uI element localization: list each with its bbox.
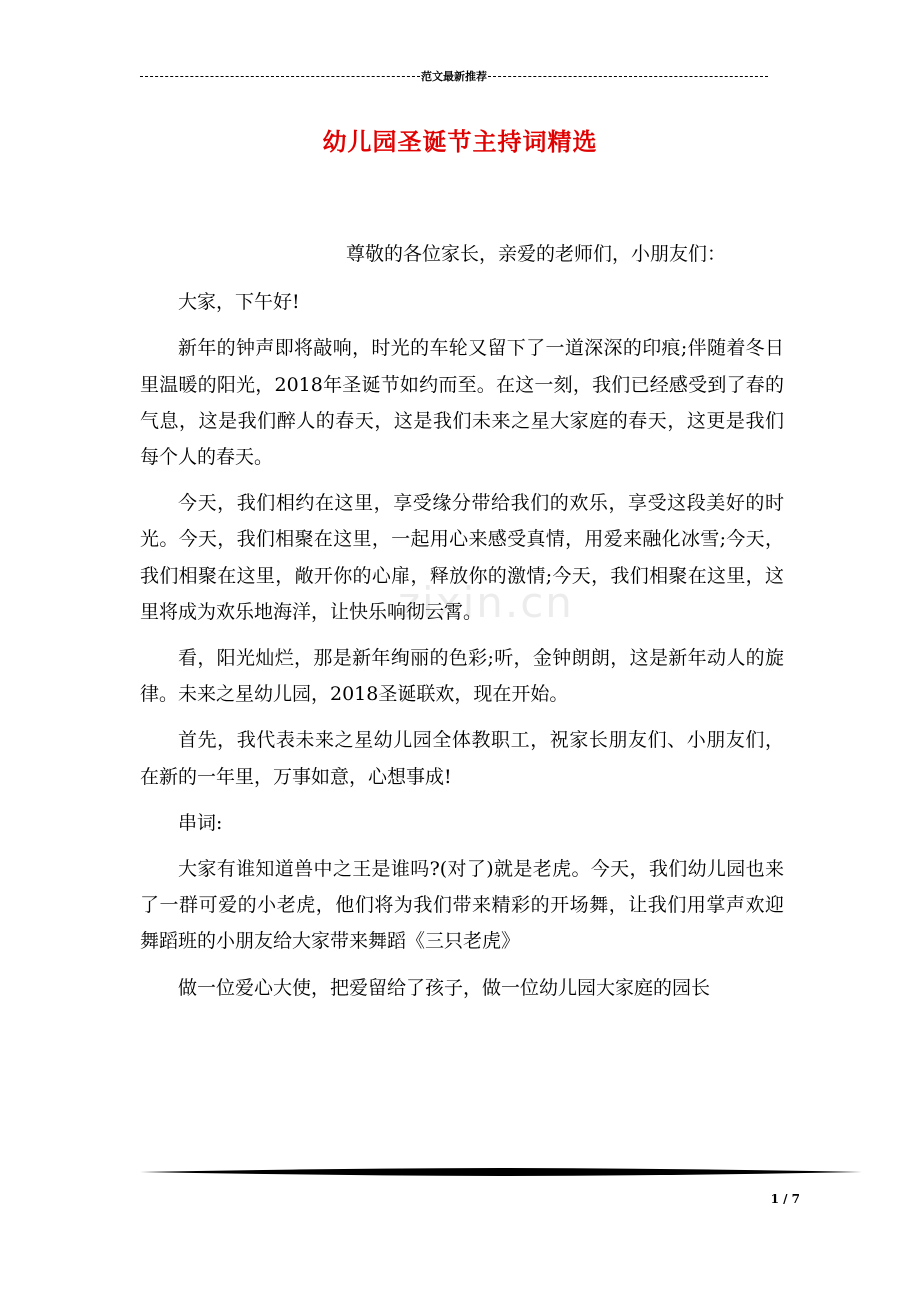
- document-body: [140, 236, 784, 1016]
- greeting: 尊敬的各位家长，亲爱的老师们，小朋友们：: [346, 243, 727, 265]
- paragraph: 大家有谁知道兽中之王是谁吗?(对了)就是老虎。今天，我们幼儿园也来了一群可爱的小老虎，他们将为我们带来精彩的开场舞，让我们用掌声欢迎舞蹈班的小朋友给大家带来舞蹈《三只老虎》: [140, 858, 784, 953]
- paragraph: 大家，下午好!: [178, 291, 300, 314]
- paragraph: 首先，我代表未来之星幼儿园全体教职工，祝家长朋友们、小朋友们，在新的一年里，万事如意，心想事成!: [140, 729, 784, 788]
- paragraph: 今天，我们相约在这里，享受缘分带给我们的欢乐，享受这段美好的时光。今天，我们相聚在这里，一起用心来感受真情，用爱来融化冰雪;今天，我们相聚在这里，敞开你的心扉，释放你的激情;今天，我们相聚在这里，这里将成为欢乐地海洋，让快乐响彻云霄。: [140, 492, 784, 623]
- header-dash-left: [140, 76, 420, 77]
- page-header: [140, 66, 768, 86]
- document-title: 幼儿园圣诞节主持词精选: [322, 127, 598, 156]
- paragraph: 串词:: [178, 811, 223, 834]
- paragraph: 看，阳光灿烂，那是新年绚丽的色彩;听，金钟朗朗，这是新年动人的旋律。未来之星幼儿园，2018圣诞联欢，现在开始。: [140, 647, 784, 706]
- header-dash-right: [488, 76, 768, 77]
- paragraph: 做一位爱心大使，把爱留给了孩子，做一位幼儿园大家庭的园长: [178, 976, 711, 999]
- page-number: 1 / 7: [770, 1192, 800, 1206]
- paragraph: 新年的钟声即将敲响，时光的车轮又留下了一道深深的印痕;伴随着冬日里温暖的阳光，2018年圣诞节如约而至。在这一刻，我们已经感受到了春的气息，这是我们醉人的春天，这是我们未来之星大家庭的春天，这更是我们每个人的春天。: [140, 337, 784, 469]
- watermark: zixin.cn: [398, 578, 574, 627]
- header-label: 范文最新推荐: [421, 70, 487, 83]
- footer-rule: [140, 1165, 862, 1179]
